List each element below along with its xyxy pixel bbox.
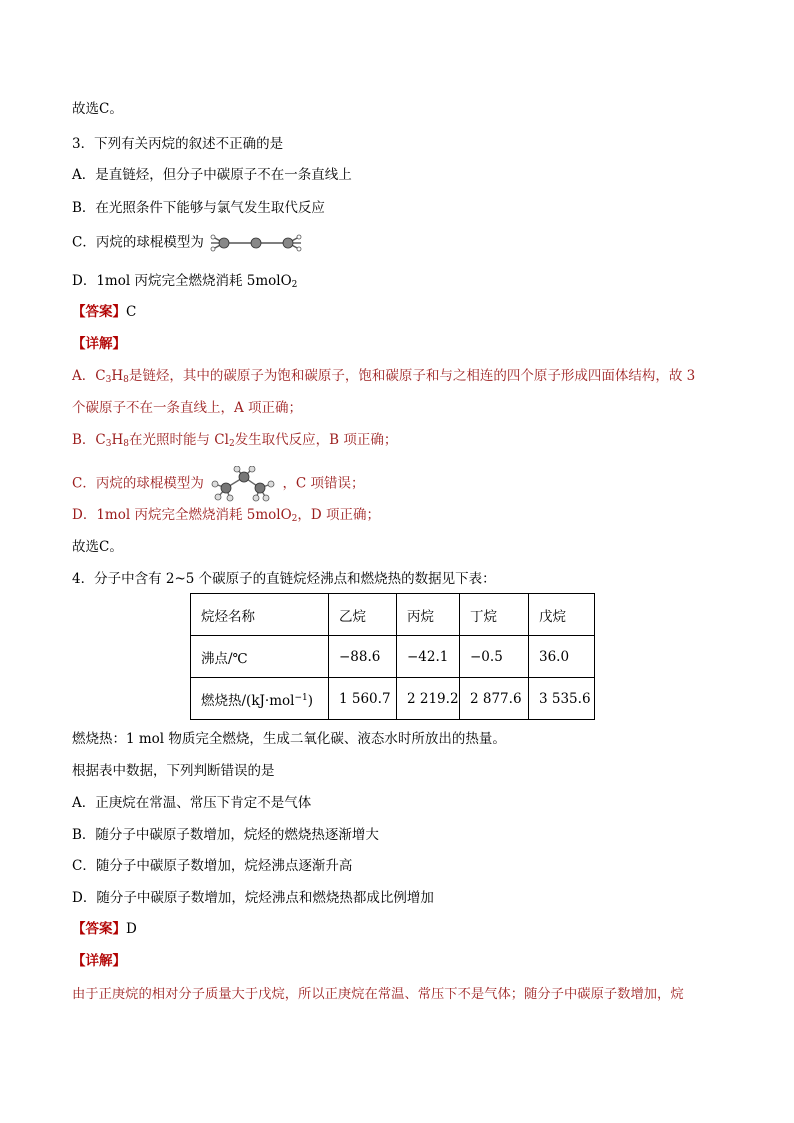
q4-prompt <box>72 761 275 781</box>
table-cell: −88.6 <box>329 636 397 678</box>
answer-label: 【答案】 <box>72 304 126 320</box>
table-header-cell: 丁烷 <box>460 594 529 636</box>
q3-option-d-text: D．1mol 丙烷完全燃烧消耗 5molO <box>72 273 292 289</box>
q4-option-b <box>72 825 379 845</box>
exp-text: A．C <box>72 368 106 384</box>
q4-answer <box>72 919 137 939</box>
q3-explanation-a <box>72 366 695 390</box>
q4-stem-text: 4．分子中含有 2~5 个碳原子的直链烷烃沸点和燃烧热的数据见下表： <box>72 571 496 587</box>
q4-option-b-text: B．随分子中碳原子数增加，烷烃的燃烧热逐渐增大 <box>72 827 379 843</box>
q3-explanation-a-cont <box>72 398 302 418</box>
q3-explanation-c <box>72 466 365 502</box>
q4-detail-heading <box>72 951 126 971</box>
linear-ball-stick-model-icon <box>210 232 302 254</box>
table-cell: −42.1 <box>397 636 460 678</box>
table-row-label <box>191 678 329 720</box>
exp-sub: 3 <box>105 439 112 449</box>
q4-stem <box>72 569 496 589</box>
exp-text: C．丙烷的球棍模型为 <box>72 475 204 492</box>
q3-explanation-d <box>72 505 380 529</box>
q3-option-b-text: B．在光照条件下能够与氯气发生取代反应 <box>72 200 325 216</box>
exp-text: 发生取代反应，B 项正确； <box>234 432 398 448</box>
q4-option-d <box>72 888 434 908</box>
q4-option-c-text: C．随分子中碳原子数增加，烷烃沸点逐渐升高 <box>72 858 353 874</box>
exp-text: B．C <box>72 432 106 448</box>
q3-conclusion <box>72 537 123 557</box>
q4-explanation <box>72 985 684 1005</box>
label-superscript: −1 <box>294 692 308 703</box>
q3-option-c-text: C．丙烷的球棍模型为 <box>72 234 204 251</box>
exp-text: D．1mol 丙烷完全燃烧消耗 5molO <box>72 507 292 523</box>
q3-option-c <box>72 232 304 254</box>
q4-definition <box>72 729 506 749</box>
detail-label: 【详解】 <box>72 953 126 969</box>
q3-answer <box>72 302 136 322</box>
q4-prompt-text: 根据表中数据，下列判断错误的是 <box>72 763 275 779</box>
table-cell: 2 877.6 <box>460 678 529 720</box>
table-cell: 2 219.2 <box>397 678 460 720</box>
exp-text: ，D 项正确； <box>297 507 381 523</box>
table-row <box>191 678 595 720</box>
table-row <box>191 594 595 636</box>
q3-option-a-text: A．是直链烃，但分子中碳原子不在一条直线上 <box>72 167 352 183</box>
q3-explanation-b <box>72 430 397 454</box>
answer-value: D <box>126 921 137 937</box>
exp-sub: 8 <box>123 439 129 449</box>
exp-sub: 3 <box>105 375 112 385</box>
exp-sub: 8 <box>123 375 129 385</box>
table-cell: −0.5 <box>460 636 529 678</box>
q4-explanation-text: 由于正庚烷的相对分子质量大于戊烷，所以正庚烷在常温、常压下不是气体；随分子中碳原子数增加，烷 <box>72 987 684 1002</box>
alkane-data-table <box>190 593 595 720</box>
q3-option-d <box>72 271 297 295</box>
table-header-cell: 乙烷 <box>329 594 397 636</box>
label-text: ) <box>307 692 314 709</box>
q4-option-a-text: A．正庚烷在常温、常压下肯定不是气体 <box>72 795 312 811</box>
q3-option-b <box>72 198 325 218</box>
exp-sub: 2 <box>228 439 235 449</box>
answer-value: C <box>126 304 137 320</box>
table-cell: 3 535.6 <box>529 678 595 720</box>
table-cell: 1 560.7 <box>329 678 397 720</box>
table-header-cell: 烷烃名称 <box>191 594 329 636</box>
exp-text: H <box>111 432 124 448</box>
q3-detail-heading <box>72 334 126 354</box>
table-row <box>191 636 595 678</box>
zigzag-ball-stick-model-icon <box>210 466 276 502</box>
answer-label: 【答案】 <box>72 921 126 937</box>
q4-option-c <box>72 856 352 876</box>
q2-conclusion-text: 故选C。 <box>72 101 123 117</box>
q3-stem <box>72 134 283 154</box>
q3-option-d-subscript: 2 <box>291 280 298 290</box>
table-cell: 36.0 <box>529 636 595 678</box>
q3-option-a <box>72 165 352 185</box>
table-header-cell: 戊烷 <box>529 594 595 636</box>
q3-stem-text: 3．下列有关丙烷的叙述不正确的是 <box>72 136 284 152</box>
exp-text: 在光照时能与 Cl <box>129 432 229 448</box>
table-header-cell: 丙烷 <box>397 594 460 636</box>
q4-option-a <box>72 793 311 813</box>
exp-sub: 2 <box>291 514 298 524</box>
exp-text: ，C 项错误； <box>282 475 365 492</box>
exp-text: 个碳原子不在一条直线上，A 项正确； <box>72 400 303 416</box>
table-row-label: 沸点/℃ <box>191 636 329 678</box>
q4-definition-text: 燃烧热：1 mol 物质完全燃烧，生成二氧化碳、液态水时所放出的热量。 <box>72 731 506 747</box>
q4-option-d-text: D．随分子中碳原子数增加，烷烃沸点和燃烧热都成比例增加 <box>72 890 434 906</box>
q3-conclusion-text: 故选C。 <box>72 539 123 555</box>
exp-text: H <box>111 368 124 384</box>
q2-conclusion <box>72 99 123 119</box>
exp-text: 是链烃，其中的碳原子为饱和碳原子，饱和碳原子和与之相连的四个原子形成四面体结构，故 3 <box>128 368 696 384</box>
detail-label: 【详解】 <box>72 336 126 352</box>
label-text: 燃烧热/(kJ·mol <box>201 692 295 709</box>
